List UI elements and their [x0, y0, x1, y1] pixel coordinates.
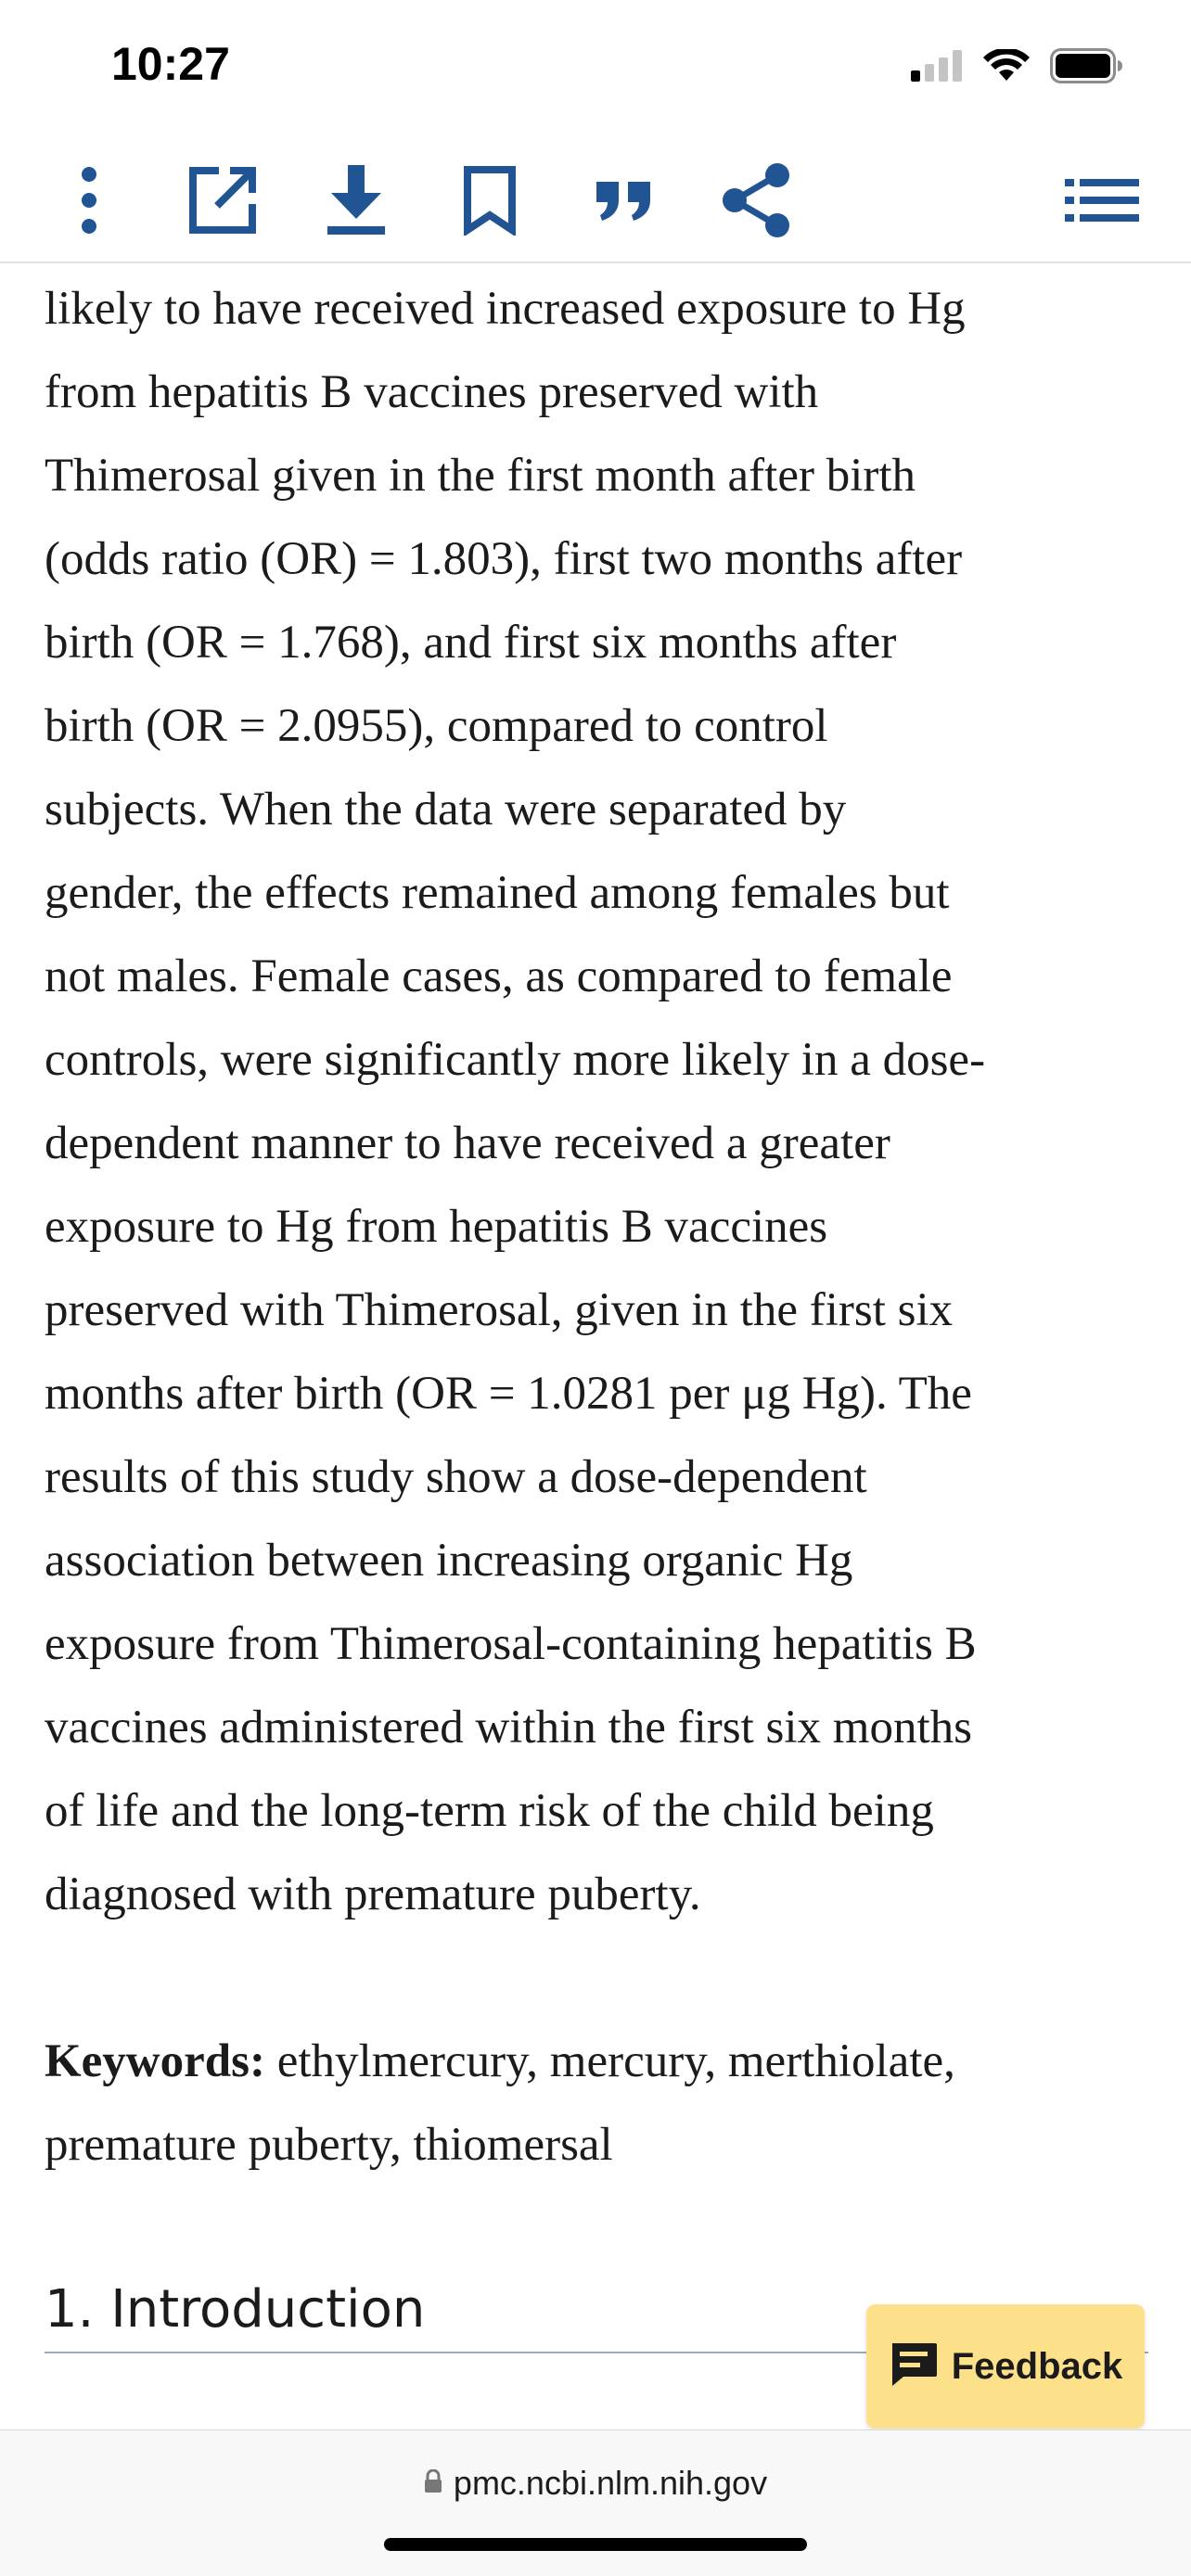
- download-icon[interactable]: [312, 156, 401, 245]
- status-icons: [911, 45, 1124, 91]
- status-bar: [0, 0, 1191, 137]
- abstract-line: preserved with Thimerosal, given in the first six: [45, 1284, 954, 1336]
- home-indicator[interactable]: [384, 2538, 807, 2551]
- abstract-line: results of this study show a dose-dependent: [45, 1451, 867, 1503]
- abstract-line: association between increasing organic Hg: [45, 1535, 853, 1587]
- abstract-line: Thimerosal given in the first month after birth: [45, 450, 916, 502]
- url-text[interactable]: pmc.ncbi.nlm.nih.gov: [453, 2464, 768, 2502]
- abstract-line: birth (OR = 1.768), and first six months after: [45, 617, 897, 669]
- keywords-label: Keywords:: [45, 2035, 265, 2087]
- abstract-line: gender, the effects remained among females but: [45, 867, 950, 919]
- browser-url-bar[interactable]: [0, 2429, 1191, 2576]
- abstract-line: controls, were significantly more likely in a dose-: [45, 1034, 986, 1086]
- url-content[interactable]: [0, 2464, 1191, 2503]
- abstract-line: (odds ratio (OR) = 1.803), first two months after: [45, 533, 963, 585]
- feedback-label: Feedback: [951, 2345, 1123, 2387]
- lock-icon: [424, 2469, 442, 2498]
- keywords-values-continued: premature puberty, thiomersal: [45, 2119, 613, 2171]
- section-heading: 1. Introduction: [45, 2270, 1148, 2353]
- feedback-button[interactable]: [866, 2304, 1145, 2429]
- abstract-line: subjects. When the data were separated by: [45, 784, 847, 835]
- abstract-line: dependent manner to have received a greater: [45, 1117, 890, 1169]
- article-toolbar: [0, 137, 1191, 263]
- abstract-line: likely to have received increased exposure to Hg: [45, 283, 966, 335]
- cellular-signal-icon: [911, 50, 963, 86]
- abstract-line: from hepatitis B vaccines preserved with: [45, 366, 819, 418]
- bookmark-icon[interactable]: [445, 156, 534, 245]
- feedback-chat-icon: [889, 2341, 939, 2392]
- abstract-line: of life and the long-term risk of the child being: [45, 1785, 934, 1837]
- abstract-text: [45, 267, 1148, 1936]
- abstract-line: diagnosed with premature puberty.: [45, 1868, 701, 1920]
- status-time: 10:27: [111, 38, 230, 90]
- abstract-line: vaccines administered within the first six months: [45, 1702, 972, 1753]
- open-external-icon[interactable]: [178, 156, 267, 245]
- abstract-line: exposure to Hg from hepatitis B vaccines: [45, 1201, 828, 1253]
- abstract-line: months after birth (OR = 1.0281 per μg Hg). The: [45, 1368, 972, 1420]
- cite-quote-icon[interactable]: [579, 156, 668, 245]
- keywords-values: ethylmercury, mercury, merthiolate,: [276, 2035, 955, 2087]
- abstract-line: birth (OR = 2.0955), compared to control: [45, 700, 828, 752]
- article-body: [45, 267, 1148, 2187]
- abstract-line: exposure from Thimerosal-containing hepatitis B: [45, 1618, 977, 1670]
- battery-icon: [1050, 48, 1124, 88]
- wifi-icon: [983, 49, 1030, 87]
- share-icon[interactable]: [712, 156, 801, 245]
- more-vertical-icon[interactable]: [45, 156, 134, 245]
- abstract-line: not males. Female cases, as compared to female: [45, 950, 953, 1002]
- list-icon[interactable]: [1057, 156, 1146, 245]
- keywords: [45, 2020, 1148, 2187]
- keywords-line: [45, 2020, 1148, 2103]
